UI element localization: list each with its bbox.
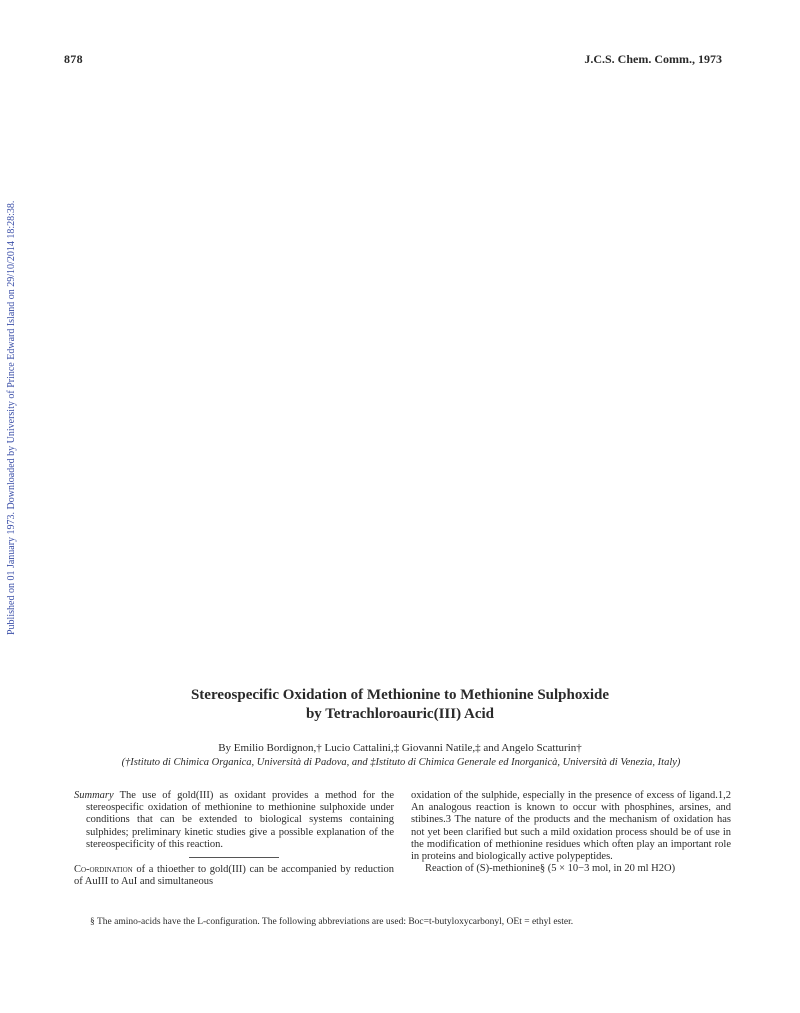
- section-divider: [189, 857, 279, 858]
- body-text-left: of a thioether to gold(III) can be accompanied by reduction of AuIII to AuI and simultaneous: [74, 864, 394, 888]
- journal-header: J.C.S. Chem. Comm., 1973: [584, 52, 722, 66]
- title-line-2: by Tetrachloroauric(III) Acid: [305, 706, 495, 722]
- author-list: By Emilio Bordignon,† Lucio Cattalini,‡ Giovanni Natile,‡ and Angelo Scatturin†: [218, 742, 582, 754]
- lead-word: Co-ordination: [74, 864, 133, 876]
- summary-label: Summary: [74, 790, 114, 801]
- summary-text: The use of gold(III) as oxidant provides a method for the stereospecific oxidation of methionine to methionine sulphoxide under conditions that can be extended to biological systems containing sulphides; preliminary kinetic studies give a possible explanation of the stereospecificity of this reaction.: [86, 790, 394, 850]
- left-column: [74, 790, 394, 888]
- article-title: [60, 686, 740, 724]
- page-number: 878: [64, 52, 83, 66]
- body-paragraph-reaction: Reaction of (S)-methionine§ (5 × 10−3 mol, in 20 ml H2O): [425, 863, 676, 875]
- body-paragraph-left: [74, 864, 394, 888]
- footnote: § The amino-acids have the L-configuration. The following abbreviations are used: Boc=t-butyloxycarbonyl, OEt = ethyl ester.: [90, 917, 574, 927]
- affiliation: (†Istituto di Chimica Organica, Università di Padova, and ‡Istituto di Chimica Generale ed Inorganicà, Università di Venezia, Italy): [121, 757, 681, 768]
- right-column: [411, 790, 731, 875]
- body-paragraph-right: oxidation of the sulphide, especially in the presence of excess of ligand.1,2 An analogous reaction is known to occur with phosphines, arsines, and stibines.3 The nature of the products and the mechanism of oxidation has not yet been clarified but such a mild oxidation process should be of use in the modification of methionine residues which often play an important role in proteins and biologically active polypeptides.: [411, 790, 731, 863]
- download-notice[interactable]: Published on 01 January 1973. Downloaded by University of Prince Edward Island on 29/10/2014 18:28:38.: [6, 200, 17, 635]
- summary-block: [74, 790, 394, 851]
- title-line-1: Stereospecific Oxidation of Methionine to Methionine Sulphoxide: [190, 687, 610, 703]
